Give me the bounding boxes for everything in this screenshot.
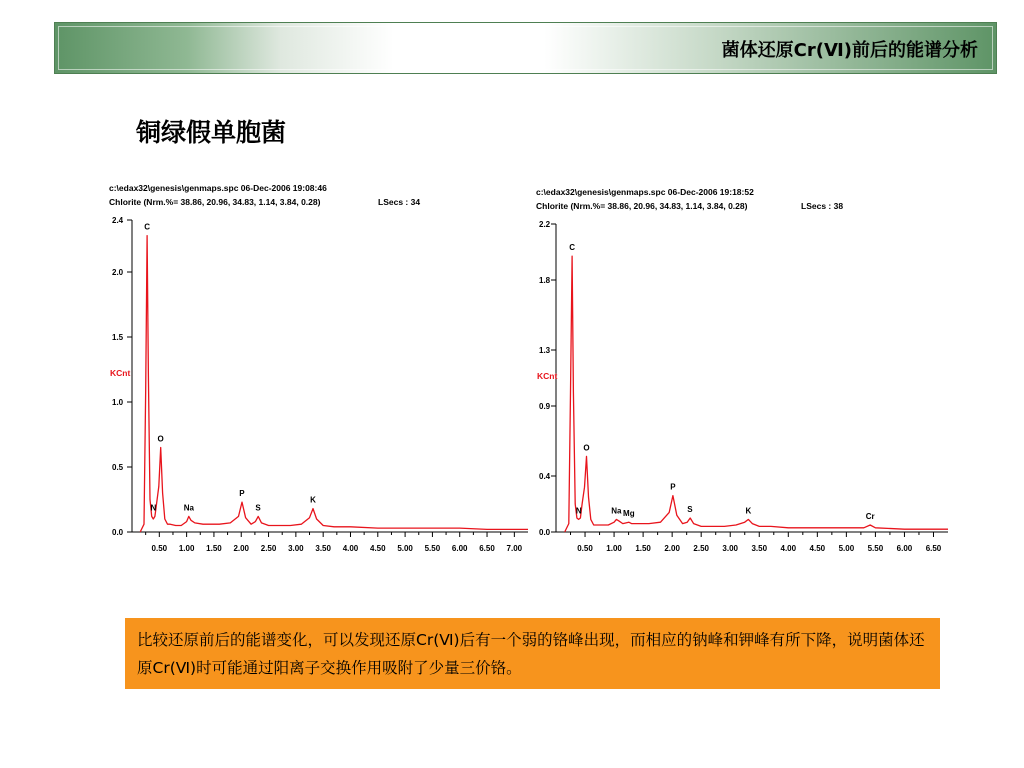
peak-label-k: K [745, 506, 752, 516]
x-tick-label: 1.50 [206, 544, 222, 553]
spectrum-header-line1: c:\edax32\genesis\genmaps.spc 06-Dec-2006 19:18:52 [536, 187, 754, 197]
x-tick-label: 4.00 [342, 544, 359, 553]
x-tick-label: 2.50 [693, 544, 709, 553]
page-heading: 铜绿假单胞菌 [136, 118, 287, 147]
x-tick-label: 6.00 [451, 544, 468, 553]
spectrum-before-reduction [106, 180, 532, 560]
y-tick-label: 1.3 [539, 346, 551, 355]
x-tick-label: 6.50 [925, 544, 942, 553]
spectrum-header-line2: Chlorite (Nrm.%= 38.86, 20.96, 34.83, 1.14, 3.84, 0.28) [536, 201, 748, 211]
y-axis-label: KCnt [537, 371, 558, 381]
peak-label-o: O [157, 434, 164, 444]
x-tick-label: 5.00 [838, 544, 855, 553]
peak-label-na: Na [611, 506, 622, 516]
x-tick-label: 4.00 [780, 544, 797, 553]
x-tick-label: 4.50 [809, 544, 826, 553]
x-tick-label: 6.50 [479, 544, 495, 553]
peak-label-c: C [144, 222, 151, 232]
spectrum-line [140, 236, 528, 532]
x-tick-label: 3.50 [751, 544, 768, 553]
y-axis-label: KCnt [110, 368, 131, 378]
peak-label-c: C [569, 243, 575, 253]
x-tick-label: 5.50 [867, 544, 884, 553]
x-tick-label: 3.00 [722, 544, 739, 553]
y-tick-label: 1.5 [112, 333, 124, 342]
spectrum-line [565, 256, 948, 532]
y-tick-label: 2.2 [539, 220, 551, 229]
x-tick-label: 1.00 [606, 544, 622, 553]
x-tick-label: 7.00 [506, 544, 523, 553]
spectrum-after-reduction [533, 184, 953, 560]
x-tick-label: 2.50 [260, 544, 277, 553]
y-tick-label: 0.4 [539, 472, 551, 481]
peak-label-s: S [255, 503, 261, 513]
x-tick-label: 2.00 [664, 544, 680, 553]
peak-label-p: P [670, 482, 676, 492]
x-tick-label: 3.00 [288, 544, 304, 553]
peak-label-s: S [687, 505, 693, 514]
y-tick-label: 0.9 [539, 402, 551, 411]
spectrum-header-line2: Chlorite (Nrm.%= 38.86, 20.96, 34.83, 1.14, 3.84, 0.28) [109, 197, 321, 207]
spectrum-header-line1: c:\edax32\genesis\genmaps.spc 06-Dec-2006 19:08:46 [109, 183, 327, 193]
peak-label-cr: Cr [865, 512, 875, 521]
x-tick-label: 6.00 [896, 544, 913, 553]
x-tick-label: 1.50 [635, 544, 651, 553]
y-tick-label: 2.0 [112, 268, 124, 277]
peak-label-n: N [150, 503, 157, 513]
x-tick-label: 5.00 [397, 544, 413, 553]
peak-label-k: K [310, 495, 316, 505]
y-tick-label: 0.0 [539, 528, 551, 537]
peak-label-n: N [575, 506, 582, 516]
peak-label-na: Na [183, 503, 194, 513]
spectrum-lsecs: LSecs : 34 [378, 197, 421, 207]
conclusion-note: 比较还原前后的能谱变化，可以发现还原Cr(Ⅵ)后有一个弱的铬峰出现，而相应的钠峰和钾峰有所下降，说明菌体还原Cr(Ⅵ)时可能通过阳离子交换作用吸附了少量三价铬。 [125, 618, 940, 689]
x-tick-label: 0.50 [151, 544, 168, 553]
x-tick-label: 4.50 [370, 544, 386, 553]
x-tick-label: 0.50 [577, 544, 593, 553]
y-tick-label: 0.0 [112, 528, 124, 537]
title-banner [54, 22, 997, 74]
banner-title: 菌体还原Cr(Ⅵ)前后的能谱分析 [721, 40, 978, 61]
x-tick-label: 1.00 [178, 544, 195, 553]
y-tick-label: 0.5 [112, 463, 124, 472]
y-tick-label: 1.0 [112, 398, 124, 407]
y-tick-label: 1.8 [539, 276, 551, 285]
x-tick-label: 2.00 [233, 544, 250, 553]
peak-label-p: P [239, 489, 245, 499]
peak-label-mg: Mg [623, 509, 635, 519]
x-tick-label: 3.50 [315, 544, 331, 553]
peak-label-o: O [583, 443, 590, 453]
x-tick-label: 5.50 [424, 544, 441, 553]
spectrum-lsecs: LSecs : 38 [801, 201, 844, 211]
y-tick-label: 2.4 [112, 216, 124, 225]
